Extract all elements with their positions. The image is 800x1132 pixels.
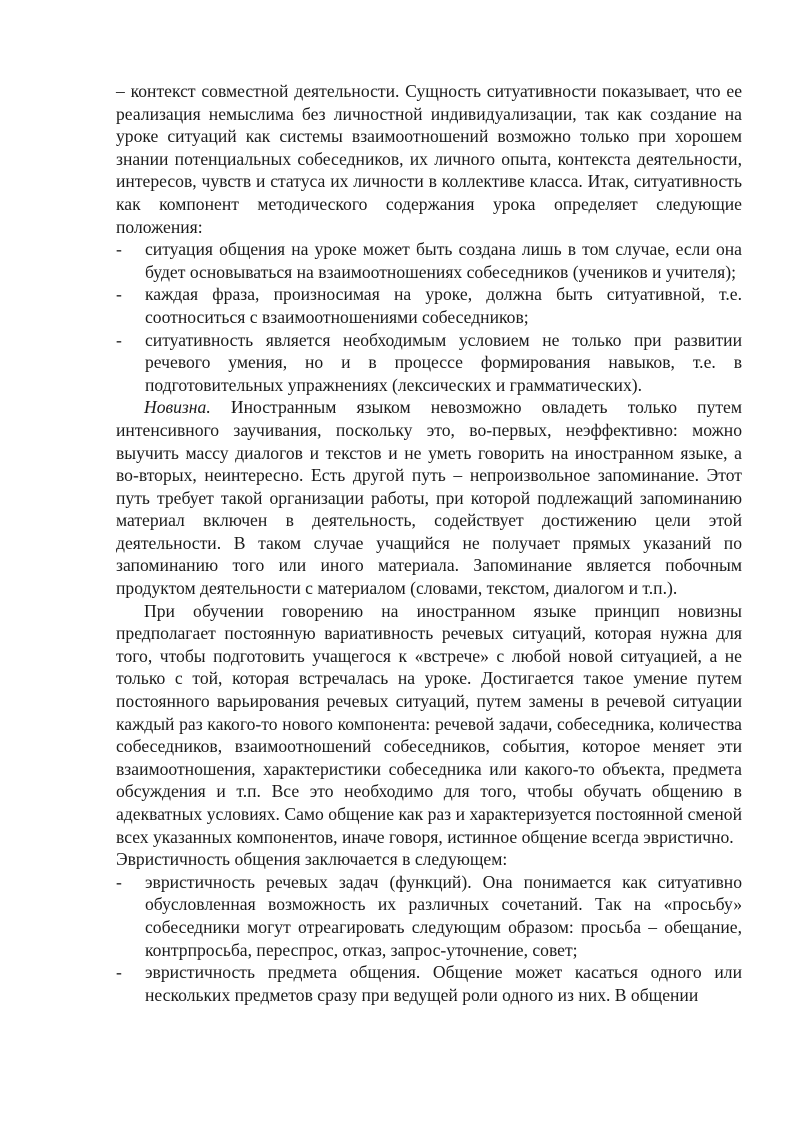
list-item-text: ситуативность является необходимым условием не только при развитии речевого умения, но и в процессе формирования навыков, т.е. в подготовительных упражнениях (лексических и грамматических). [145,329,742,395]
list-item-text: ситуация общения на уроке может быть создана лишь в том случае, если она будет основываться на взаимоотношениях собеседников (учеников и учителя); [145,239,742,282]
term-novelty: Новизна. [144,397,211,418]
list-item [116,283,742,328]
list-item-text: эвристичность предмета общения. Общение может касаться одного или нескольких предметов сразу при ведущей роли одного из них. В общении [145,962,742,1005]
list-item [116,238,742,283]
list-item [116,329,742,397]
list-item [116,871,742,961]
paragraph-novelty [116,396,742,599]
list-item-text: эвристичность речевых задач (функций). Она понимается как ситуативно обусловленная возможность их различных сочетаний. Так на «просьбу» собеседники могут отреагировать следующим образом: просьба – обещание, контрпросьба, переспрос, отказ, запрос-уточнение, совет; [145,871,742,960]
dash-marker: - [116,962,122,983]
heuristics-list [116,871,742,1007]
list-item-text: каждая фраза, произносимая на уроке, должна быть ситуативной, т.е. соотноситься с взаимоотношениями собеседников; [145,284,742,327]
dash-marker: - [116,284,122,305]
situativity-list [116,238,742,396]
paragraph-heuristics-intro: Эвристичность общения заключается в следующем: [116,849,508,870]
paragraph-speaking-novelty: При обучении говорению на иностранном языке принцип новизны предполагает постоянную вариативность речевых ситуаций, которая нужна для того, чтобы подготовить учащегося к «встрече» с любой новой ситуацией, а не только с той, которая встречалась на уроке. Достигается такое умение путем постоянного варьирования речевых ситуаций, путем замены в речевой ситуации каждый раз какого-то нового компонента: речевой задачи, собеседника, количества собеседников, взаимоотношений собеседников, события, которое меняет эти взаимоотношения, характеристики собеседника или какого-то объекта, предмета обсуждения и т.п. Все это необходимо для того, чтобы обучать общению в адекватных условиях. Само общение как раз и характеризуется постоянной сменой всех указанных компонентов, иначе говоря, истинное общение всегда эвристично. [116,600,742,847]
dash-marker: - [116,871,122,892]
dash-marker: - [116,329,122,350]
text-column [116,80,742,1006]
dash-marker: - [116,239,122,260]
list-item [116,961,742,1006]
paragraph-context: – контекст совместной деятельности. Сущность ситуативности показывает, что ее реализация немыслима без личностной индивидуализации, так как создание на уроке ситуаций как системы взаимоотношений возможно только при хорошем знании потенциальных собеседников, их личного опыта, контекста деятельности, интересов, чувств и статуса их личности в коллективе класса. Итак, ситуативность как компонент методического содержания урока определяет следующие положения: [116,81,742,237]
novelty-text: Иностранным языком невозможно овладеть только путем интенсивного заучивания, поскольку это, во-первых, неэффективно: можно выучить массу диалогов и текстов и не уметь говорить на иностранном языке, а во-вторых, неинтересно. Есть другой путь – непроизвольное запоминание. Этот путь требует такой организации работы, при которой подлежащий запоминанию материал включен в деятельность, содействует достижению цели этой деятельности. В таком случае учащийся не получает прямых указаний по запоминанию того или иного материала. Запоминание является побочным продуктом деятельности с материалом (словами, текстом, диалогом и т.п.). [116,397,742,599]
